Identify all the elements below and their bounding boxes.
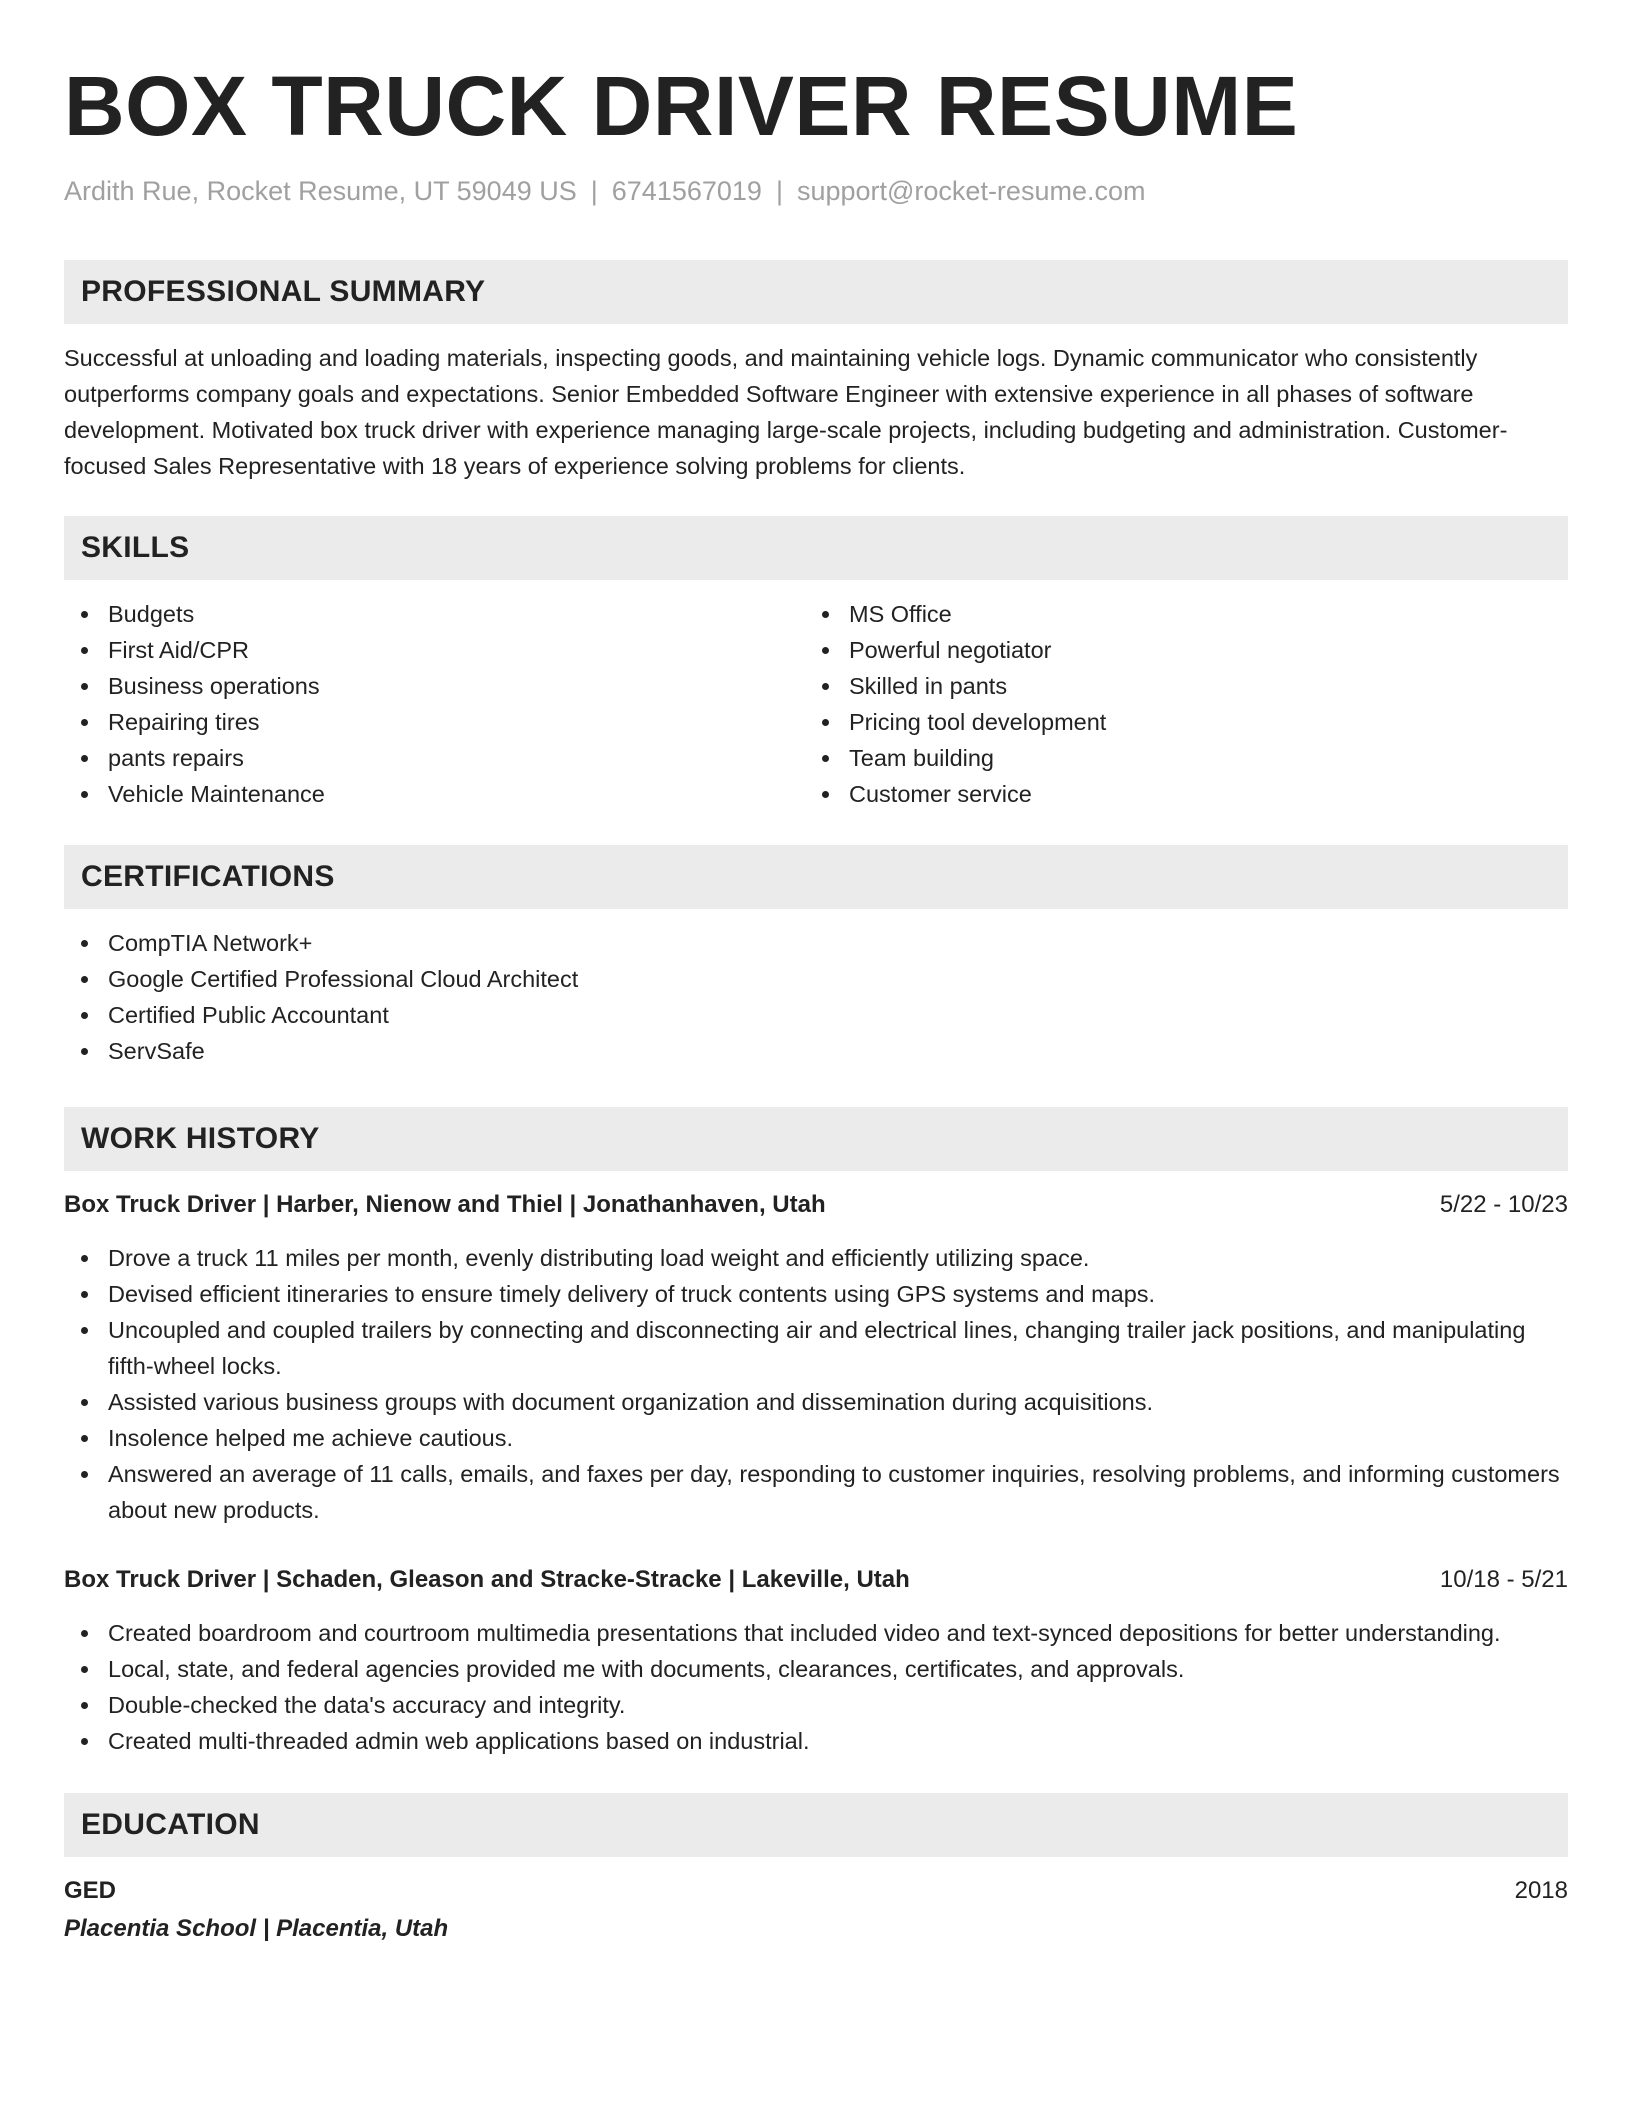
contact-line — [64, 174, 1568, 208]
contact-email: support@rocket-resume.com — [796, 176, 1146, 206]
certification-item: Google Certified Professional Cloud Architect — [64, 961, 1568, 997]
skill-item: Powerful negotiator — [805, 632, 1568, 668]
skill-item: Repairing tires — [64, 704, 805, 740]
skills-list-right — [805, 596, 1568, 812]
job-bullet: Assisted various business groups with document organization and dissemination during acquisitions. — [64, 1384, 1568, 1420]
job-bullet: Local, state, and federal agencies provided me with documents, clearances, certificates, and approvals. — [64, 1651, 1568, 1687]
contact-separator: | — [590, 176, 598, 206]
job-bullet: Insolence helped me achieve cautious. — [64, 1420, 1568, 1456]
job-dates: 10/18 - 5/21 — [1439, 1566, 1568, 1593]
skill-item: Business operations — [64, 668, 805, 704]
skill-item: Team building — [805, 740, 1568, 776]
education-degree: GED — [64, 1877, 117, 1904]
certification-item: ServSafe — [64, 1033, 1568, 1069]
resume-title: BOX TRUCK DRIVER RESUME — [64, 59, 1299, 153]
job-heading — [64, 1187, 1568, 1223]
section-header-certifications: CERTIFICATIONS — [64, 845, 1568, 909]
skills-grid — [64, 596, 1568, 812]
contact-phone: 6741567019 — [611, 176, 762, 206]
job-title: Box Truck Driver | Harber, Nienow and Thiel | Jonathanhaven, Utah — [64, 1191, 826, 1218]
job-bullet: Uncoupled and coupled trailers by connecting and disconnecting air and electrical lines, changing trailer jack positions, and manipulating fifth-wheel locks. — [64, 1312, 1568, 1384]
education-school: Placentia School | Placentia, Utah — [64, 1915, 449, 1942]
skill-item: Pricing tool development — [805, 704, 1568, 740]
education-year: 2018 — [1514, 1877, 1568, 1904]
job-bullets — [64, 1240, 1568, 1528]
skill-item: Customer service — [805, 776, 1568, 812]
summary-text: Successful at unloading and loading materials, inspecting goods, and maintaining vehicle logs. Dynamic communicator who consistently outperforms company goals and expectations. Senior Embedded Software Engineer with extensive experience in all phases of software development. Motivated box truck driver with experience managing large-scale projects, including budgeting and administration. Customer-focused Sales Representative with 18 years of experience solving problems for clients. — [64, 345, 1508, 479]
section-header-education: EDUCATION — [64, 1793, 1568, 1857]
job-bullet: Created multi-threaded admin web applications based on industrial. — [64, 1723, 1568, 1759]
skill-item: Budgets — [64, 596, 805, 632]
job-bullet: Devised efficient itineraries to ensure timely delivery of truck contents using GPS systems and maps. — [64, 1276, 1568, 1312]
skill-item: pants repairs — [64, 740, 805, 776]
skills-list-left — [64, 596, 805, 812]
section-header-work-history: WORK HISTORY — [64, 1107, 1568, 1171]
job-bullet: Answered an average of 11 calls, emails, and faxes per day, responding to customer inquiries, resolving problems, and informing customers about new products. — [64, 1456, 1568, 1528]
skill-item: First Aid/CPR — [64, 632, 805, 668]
section-header-skills: SKILLS — [64, 516, 1568, 580]
skill-item: Vehicle Maintenance — [64, 776, 805, 812]
contact-address: Ardith Rue, Rocket Resume, UT 59049 US — [64, 176, 577, 206]
certification-item: Certified Public Accountant — [64, 997, 1568, 1033]
job-bullet: Drove a truck 11 miles per month, evenly distributing load weight and efficiently utilizing space. — [64, 1240, 1568, 1276]
job-bullets — [64, 1615, 1568, 1759]
job-bullet: Double-checked the data's accuracy and integrity. — [64, 1687, 1568, 1723]
education-heading — [64, 1873, 1568, 1909]
job-heading — [64, 1562, 1568, 1598]
certifications-list — [64, 925, 1568, 1069]
job-bullet: Created boardroom and courtroom multimedia presentations that included video and text-synced depositions for better understanding. — [64, 1615, 1568, 1651]
certification-item: CompTIA Network+ — [64, 925, 1568, 961]
skill-item: Skilled in pants — [805, 668, 1568, 704]
job-title: Box Truck Driver | Schaden, Gleason and Stracke-Stracke | Lakeville, Utah — [64, 1566, 910, 1593]
contact-separator: | — [775, 176, 783, 206]
skill-item: MS Office — [805, 596, 1568, 632]
section-header-summary: PROFESSIONAL SUMMARY — [64, 260, 1568, 324]
job-dates: 5/22 - 10/23 — [1439, 1191, 1568, 1218]
